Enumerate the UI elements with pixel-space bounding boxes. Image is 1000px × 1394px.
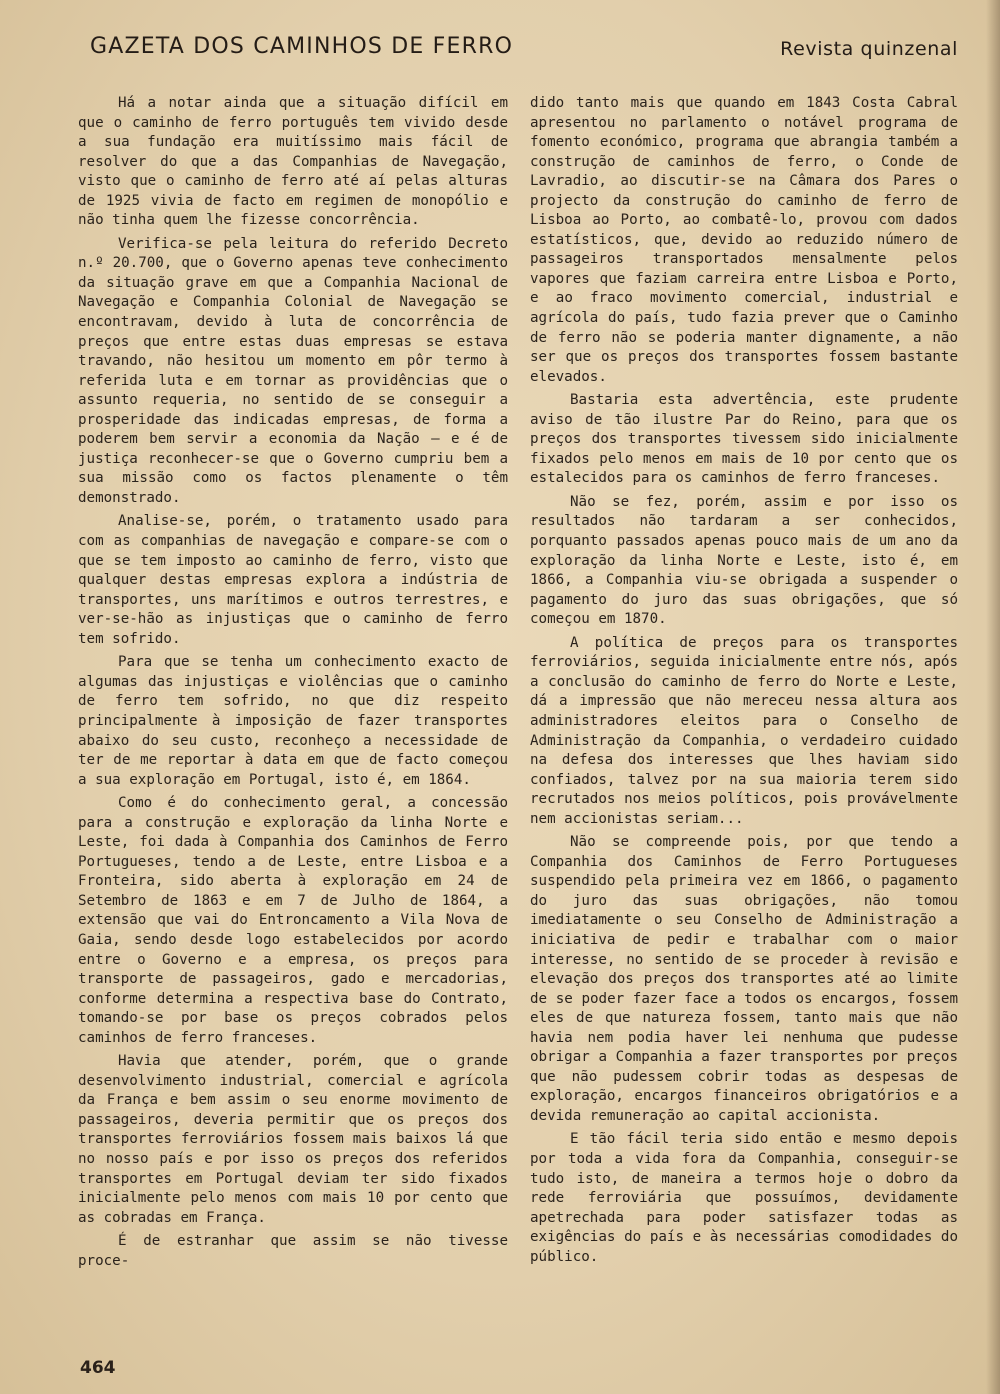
page-number: 464 bbox=[80, 1358, 116, 1378]
paragraph: Verifica-se pela leitura do referido Decreto n.º 20.700, que o Governo apenas teve conhecimento da situação grave em que a Companhia Nacional de Navegação e Companhia Colonial de Navegação se encontravam, devido à luta de concorrência de preços que entre estas duas empresas se estava travando, não hesitou um momento em pôr termo à referida luta e em tornar as providências que o assunto requeria, no sentido de se conseguir a prosperidade das indicadas empresas, de forma a poderem bem servir a economia da Nação — e é de justiça reconhecer-se que o Governo cumpriu bem a sua missão como os factos plenamente o têm demonstrado. bbox=[78, 235, 508, 506]
text-column-left bbox=[78, 94, 508, 1275]
paragraph-continued: dido tanto mais que quando em 1843 Costa Cabral apresentou no parlamento o notável programa de fomento económico, programa que abrangia também a construção de caminhos de ferro, o Conde de Lavradio, ao discutir-se na Câmara dos Pares o projecto da construção do caminho de ferro de Lisboa ao Porto, ao combatê-lo, provou com dados estatísticos, que, devido ao reduzido número de passageiros transportados mensalmente pelos vapores que faziam carreira entre Lisboa e Porto, e ao fraco movimento comercial, industrial e agrícola do país, tudo fazia prever que o Caminho de ferro não se poderia manter dignamente, a não ser que os preços dos transportes fossem bastante elevados. bbox=[530, 95, 958, 385]
paragraph: E tão fácil teria sido então e mesmo depois por toda a vida fora da Companhia, conseguir-se tudo isto, de maneira a termos hoje o dobro da rede ferroviária que possuímos, devidamente apetrechada para poder satisfazer todas as exigências do país e às necessárias comodidades do público. bbox=[530, 1131, 958, 1265]
paragraph: Não se fez, porém, assim e por isso os resultados não tardaram a ser conhecidos, porquanto passados apenas pouco mais de um ano da exploração da linha Norte e Leste, isto é, em 1866, a Companhia viu-se obrigada a suspender o pagamento do juro das suas obrigações, que só começou em 1870. bbox=[530, 493, 958, 628]
paragraph: Bastaria esta advertência, este prudente aviso de tão ilustre Par do Reino, para que os preços dos transportes tivessem sido inicialmente fixados pelo menos em mais de 10 por cento que os estalecidos para os caminhos de ferro franceses. bbox=[530, 392, 958, 487]
text-column-right bbox=[530, 94, 958, 1271]
paragraph: Para que se tenha um conhecimento exacto de algumas das injustiças e violências que o caminho de ferro tem sofrido, no que diz respeito principalmente à imposição de fazer transportes abaixo do seu custo, reconheço a necessidade de ter de me reportar à data em que de facto começou a sua exploração em Portugal, isto é, em 1864. bbox=[78, 654, 508, 788]
paragraph: É de estranhar que assim se não tivesse proce- bbox=[78, 1233, 508, 1269]
paragraph: Analise-se, porém, o tratamento usado para com as companhias de navegação e compare-se com o que se tem imposto ao caminho de ferro, visto que qualquer destas empresas explora a indústria de transportes, uns marítimos e outros terrestres, e ver-se-hão as injustiças que o caminho de ferro tem sofrido. bbox=[78, 513, 508, 647]
paragraph: Havia que atender, porém, que o grande desenvolvimento industrial, comercial e agrícola da França e bem assim o seu enorme movimento de passageiros, deveria permitir que os preços dos transportes ferroviários fossem mais baixos lá que no nosso país e por isso os preços dos referidos transportes em Portugal deviam ter sido fixados inicialmente pelo menos com mais 10 por cento que as cobradas em França. bbox=[78, 1053, 508, 1226]
paragraph: Há a notar ainda que a situação difícil em que o caminho de ferro português tem vivido desde a sua fundação era muitíssimo mais fácil de resolver do que a das Companhias de Navegação, visto que o caminho de ferro até aí pelas alturas de 1925 vivia de facto em regimen de monopólio e não tinha quem lhe fizesse concorrência. bbox=[78, 95, 508, 229]
journal-periodicity: Revista quinzenal bbox=[780, 38, 958, 60]
paragraph: Como é do conhecimento geral, a concessão para a construção e exploração da linha Norte e Leste, foi dada à Companhia dos Caminhos de Ferro Portugueses, tendo a de Leste, entre Lisboa e a Fronteira, sido aberta à exploração em 24 de Setembro de 1863 e em 7 de Julho de 1864, a extensão que vai do Entroncamento a Vila Nova de Gaia, sendo desde logo estabelecidos por acordo entre o Governo e a empresa, os preços para transporte de passageiros, gado e mercadorias, conforme determina a respectiva base do Contrato, tomando-se por base os preços cobrados pelos caminhos de ferro franceses. bbox=[78, 795, 508, 1046]
journal-title: GAZETA DOS CAMINHOS DE FERRO bbox=[90, 34, 514, 59]
paragraph: A política de preços para os transportes ferroviários, seguida inicialmente entre nós, após a conclusão do caminho de ferro do Norte e Leste, dá a impressão que não mereceu nessa altura aos administradores eleitos para o Conselho de Administração da Companhia, o verdadeiro cuidado na defesa dos interesses que lhes haviam sido confiados, talvez por na sua maioria terem sido recrutados nos meios políticos, pois provávelmente nem accionistas seriam... bbox=[530, 634, 958, 827]
page-edge-shadow bbox=[986, 0, 1000, 1394]
paragraph: Não se compreende pois, por que tendo a Companhia dos Caminhos de Ferro Portugueses suspendido pela primeira vez em 1866, o pagamento do juro das suas obrigações, não tomou imediatamente o seu Conselho de Administração a iniciativa de pedir e trabalhar com o maior interesse, no sentido de se proceder à revisão e elevação dos preços dos transportes até ao limite de se poder fazer face a todos os encargos, fossem eles de que natureza fossem, tanto mais que não havia nem podia haver lei nenhuma que pudesse obrigar a Companhia a fazer transportes por preços que não pudessem cobrir todas as despesas de exploração, encargos financeiros obrigatórios e a devida remuneração ao capital accionista. bbox=[530, 834, 958, 1124]
